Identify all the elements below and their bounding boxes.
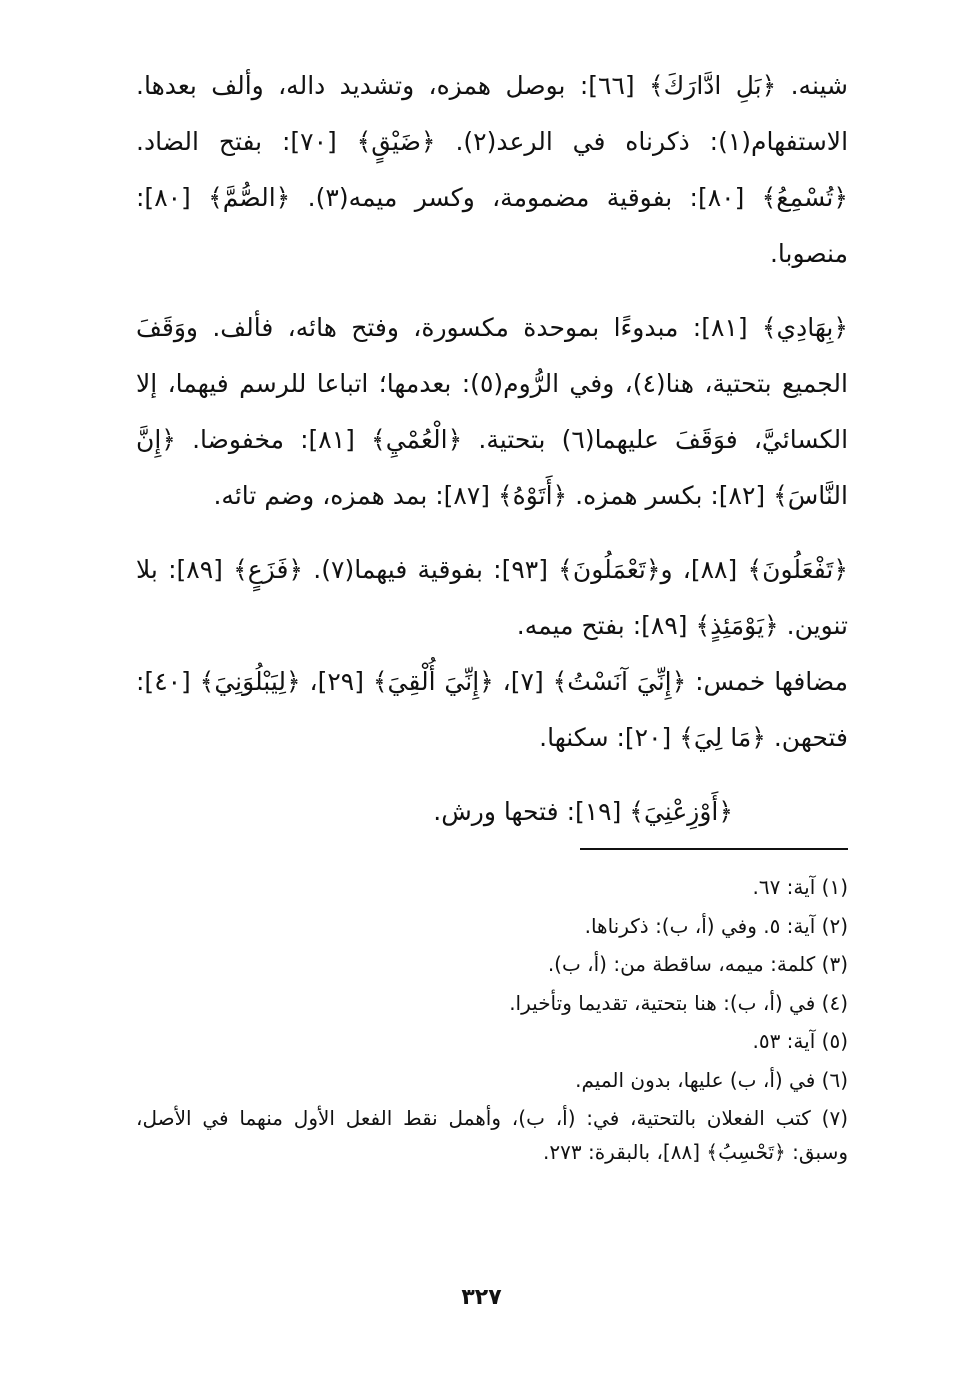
paragraph-4: مضافها خمس: ﴿إِنِّيَ آنَسْتُ﴾ [٧]، ﴿إِنِّيَ أُلْقِيَ﴾ [٢٩]، ﴿لِيَبْلُوَنِيَ﴾ [٤٠]: فتحهن. ﴿مَا لِيَ﴾ [٢٠]: سكنها. [136,667,848,752]
footnotes-section [136,868,848,1169]
main-text-body [136,58,848,840]
footnote-2: (٢) آية: ٥. وفي (أ، ب): ذكرناها. [584,913,848,938]
paragraph-1: شينه. ﴿بَلِ ادَّارَكَ﴾ [٦٦]: بوصل همزه، وتشديد داله، وألف بعدها. الاستفهام(١): ذكرناه في الرعد(٢). ﴿ضَيْقٍ﴾ [٧٠]: بفتح الضاد. ﴿تُسْمِعُ﴾ [٨٠]: بفوقية مضمومة، وكسر ميمه(٣). ﴿الصُّمَّ﴾ [٨٠]: منصوبا. [136,71,849,268]
footnote-4: (٤) في (أ، ب): هنا بتحتية، تقديما وتأخيرا. [509,990,848,1015]
footnote-separator [580,848,848,850]
paragraph-5: ﴿أَوْزِعْنِيَ﴾ [١٩]: فتحها ورش. [433,797,733,826]
paragraph-2: ﴿بِهَادِي﴾ [٨١]: مبدوءًا بموحدة مكسورة، وفتح هائه، فألف. ووَقَفَ الجميع بتحتية، هنا(٤)، وفي الرُّوم(٥): بعدمها؛ اتباعا للرسم فيهما، إلا الكسائيَّ، فوَقَفَ عليهما(٦) بتحتية. ﴿الْعُمْيِ﴾ [٨١]: مخفوضا. ﴿إِنَّ النَّاسَ﴾ [٨٢]: بكسر همزه. ﴿أَتَوْهُ﴾ [٨٧]: بمد همزه، وضم تائه. [136,313,849,510]
paragraph-3: ﴿تَفْعَلُونَ﴾ [٨٨]، و﴿تَعْمَلُونَ﴾ [٩٣]: بفوقية فيهما(٧). ﴿فَزَعٍ﴾ [٨٩]: بلا تنوين. ﴿يَوْمَئِذٍ﴾ [٨٩]: بفتح ميمه. [136,555,848,640]
footnote-6: (٦) في (أ، ب) عليها، بدون الميم. [575,1067,848,1092]
page-number: ٣٢٧ [461,1285,502,1310]
footnote-3: (٣) كلمة: ميمه، ساقطة من: (أ، ب). [547,952,848,976]
footnote-1: (١) آية: ٦٧. [752,875,848,899]
footnote-5: (٥) آية: ٥٣. [752,1029,848,1053]
footnote-7: (٧) كتب الفعلان بالتحتية، في: (أ، ب)، وأهمل نقط الفعل الأول منهما في الأصل، وسبق: ﴿تَحْسِبُ﴾ [٨٨]، بالبقرة: ٢٧٣. [136,1106,848,1164]
